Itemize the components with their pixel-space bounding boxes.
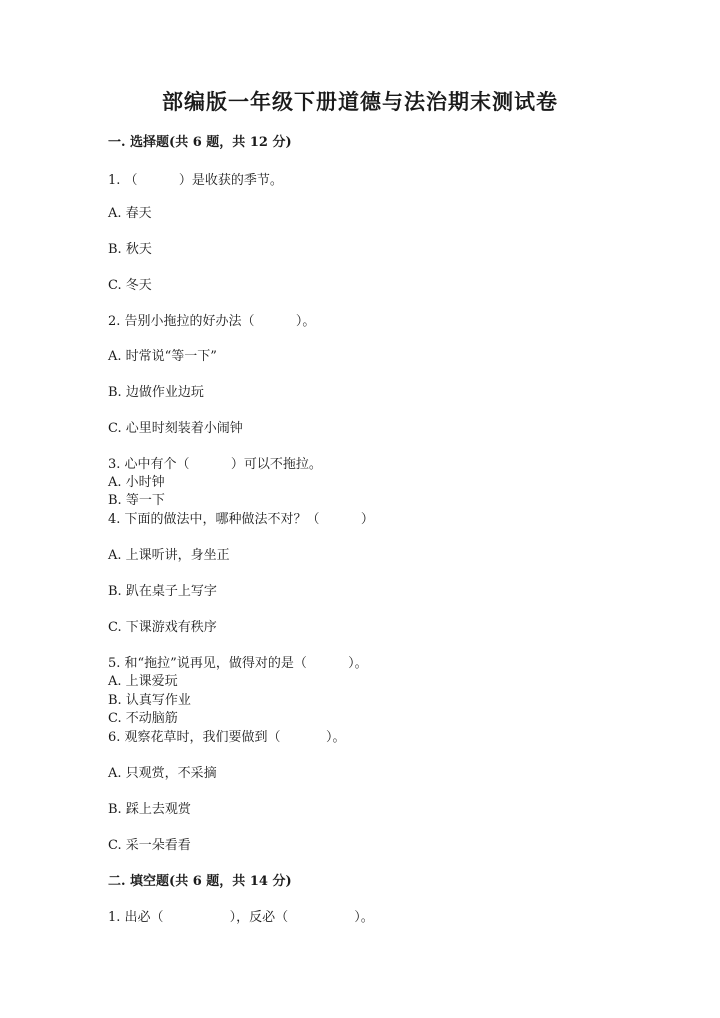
option-1a: A. 春天 [108,206,152,221]
option-3b: B. 等一下 [108,493,165,508]
question-stem-1: 1. （ ）是收获的季节。 [108,173,283,188]
option-4a: A. 上课听讲，身坐正 [108,548,230,563]
option-6b: B. 踩上去观赏 [108,802,191,817]
option-2c: C. 心里时刻装着小闹钟 [108,421,243,436]
option-5a: A. 上课爱玩 [108,674,178,689]
option-1b: B. 秋天 [108,242,152,257]
question-stem-4: 4. 下面的做法中，哪种做法不对？（ ） [108,512,374,527]
question-stem-3: 3. 心中有个（ ）可以不拖拉。 [108,457,322,472]
section-heading-fill: 二. 填空题(共 6 题，共 14 分) [108,874,292,889]
option-2b: B. 边做作业边玩 [108,385,204,400]
question-stem-5: 5. 和“拖拉”说再见，做得对的是（ ）。 [108,656,368,671]
page-title: 部编版一年级下册道德与法治期末测试卷 [162,89,558,114]
fill-question-1: 1. 出必（ ），反必（ ）。 [108,910,374,925]
question-stem-6: 6. 观察花草时，我们要做到（ ）。 [108,730,346,745]
option-3a: A. 小时钟 [108,475,165,490]
option-1c: C. 冬天 [108,278,152,293]
option-4b: B. 趴在桌子上写字 [108,584,217,599]
option-2a: A. 时常说“等一下” [108,349,217,364]
option-5b: B. 认真写作业 [108,693,191,708]
option-6c: C. 采一朵看看 [108,838,191,853]
option-6a: A. 只观赏，不采摘 [108,766,217,781]
section-heading-choice: 一. 选择题(共 6 题，共 12 分) [108,135,292,150]
question-stem-2: 2. 告别小拖拉的好办法（ ）。 [108,314,316,329]
option-5c: C. 不动脑筋 [108,711,178,726]
option-4c: C. 下课游戏有秩序 [108,620,217,635]
